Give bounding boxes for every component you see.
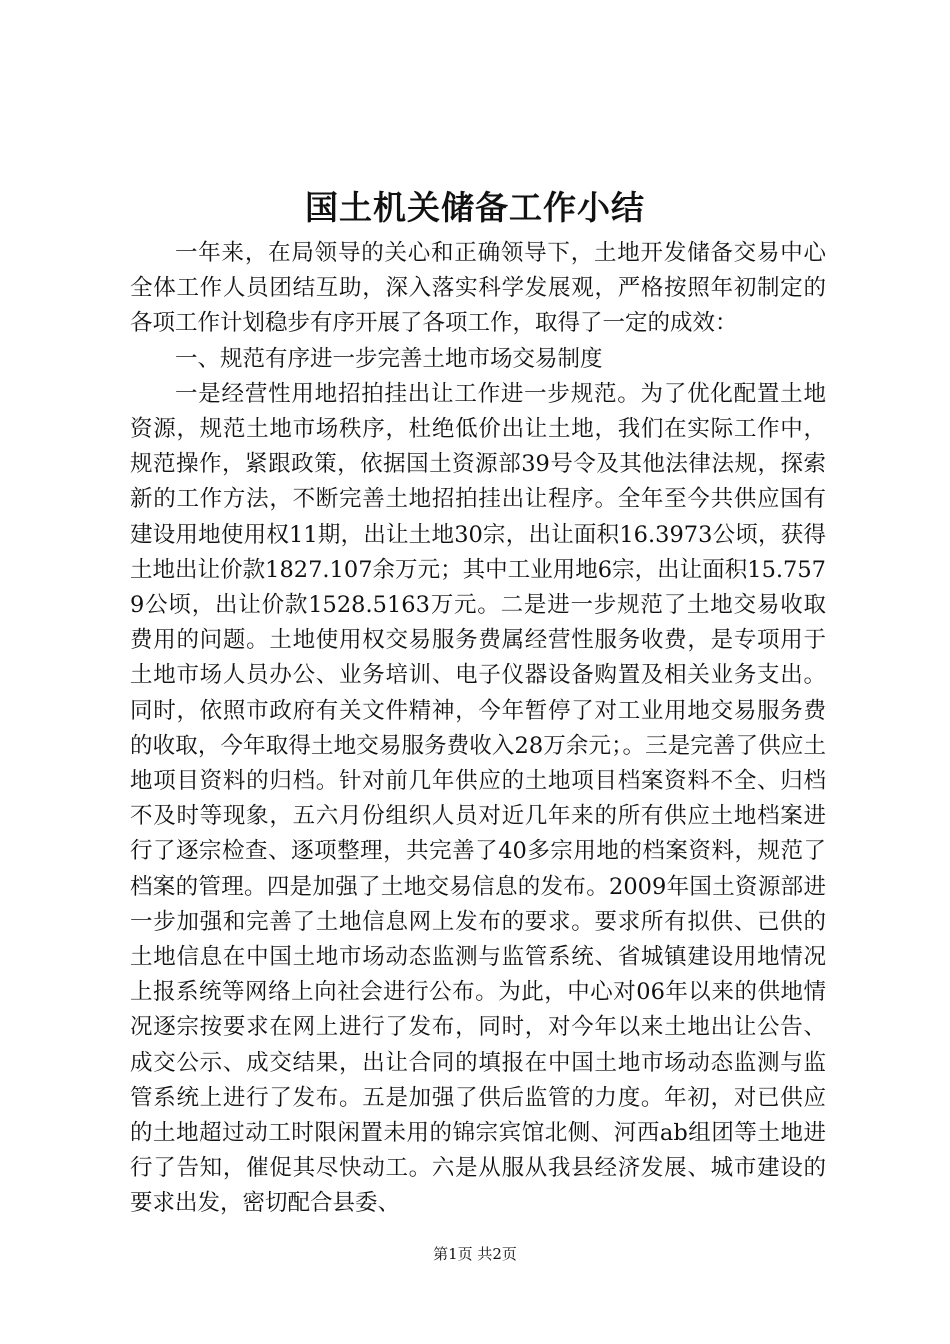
page-footer: 第1页 共2页 — [433, 1245, 517, 1263]
body-paragraph: 一是经营性用地招拍挂出让工作进一步规范。为了优化配置土地资源，规范土地市场秩序，杜绝低价出让土地，我们在实际工作中，规范操作，紧跟政策，依据国土资源部39号令及其他法律法规，探索新的工作方法，不断完善土地招拍挂出让程序。全年至今共供应国有建设用地使用权11期，出让土地30宗，出让面积16.3973公顷，获得土地出让价款1827.107余万元；其中工业用地6宗，出让面积15.7579公顷，出让价款1528.5163万元。二是进一步规范了土地交易收取费用的问题。土地使用权交易服务费属经营性服务收费，是专项用于土地市场人员办公、业务培训、电子仪器设备购置及相关业务支出。同时，依照市政府有关文件精神，今年暂停了对工业用地交易服务费的收取，今年取得土地交易服务费收入28万余元；。三是完善了供应土地项目资料的归档。针对前几年供应的土地项目档案资料不全、归档不及时等现象，五六月份组织人员对近几年来的所有供应土地档案进行了逐宗检查、逐项整理，共完善了40多宗用地的档案资料，规范了档案的管理。四是加强了土地交易信息的发布。2009年国土资源部进一步加强和完善了土地信息网上发布的要求。要求所有拟供、已供的土地信息在中国土地市场动态监测与监管系统、省城镇建设用地情况上报系统等网络上向社会进行公布。为此，中心对06年以来的供地情况逐宗按要求在网上进行了发布，同时，对今年以来土地出让公告、成交公示、成交结果，出让合同的填报在中国土地市场动态监测与监管系统上进行了发布。五是加强了供后监管的力度。年初，对已供应的土地超过动工时限闲置未用的锦宗宾馆北侧、河西ab组团等土地进行了告知，催促其尽快动工。六是从服从我县经济发展、城市建设的要求出发，密切配合县委、 — [130, 380, 826, 1217]
document-body — [130, 236, 826, 1222]
intro-paragraph: 一年来，在局领导的关心和正确领导下，土地开发储备交易中心全体工作人员团结互助，深入落实科学发展观，严格按照年初制定的各项工作计划稳步有序开展了各项工作，取得了一定的成效： — [130, 240, 826, 337]
document-title: 国土机关储备工作小结 — [305, 188, 645, 227]
section-heading: 一、规范有序进一步完善土地市场交易制度 — [175, 345, 603, 372]
